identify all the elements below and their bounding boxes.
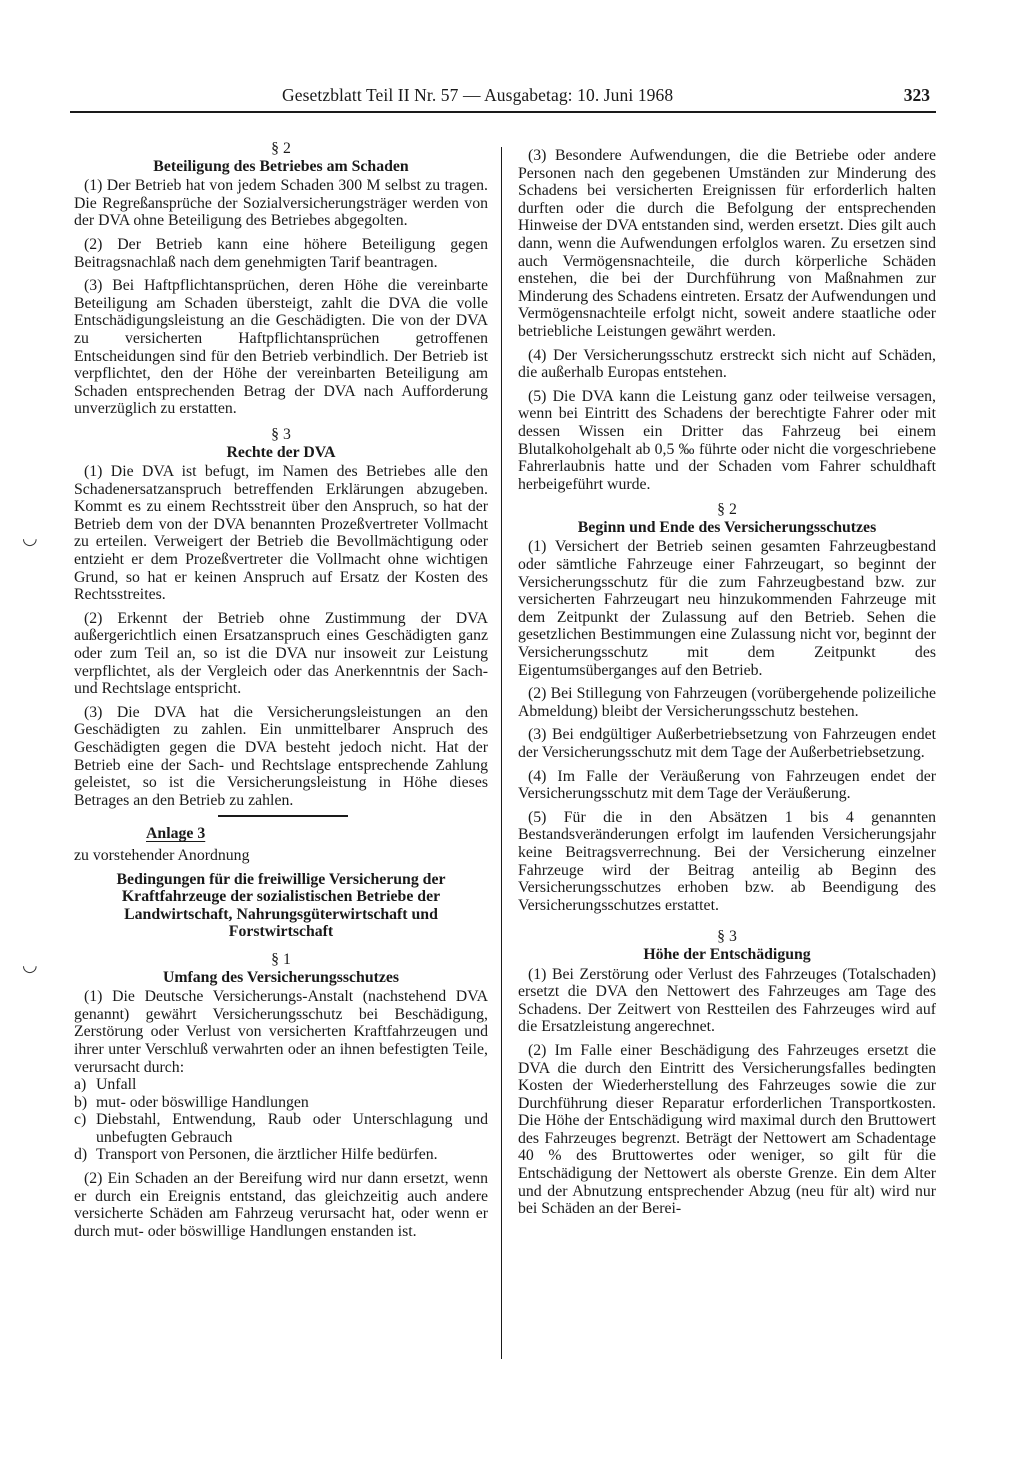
list-text: Transport von Personen, die ärztlicher Hilfe bedürfen.: [96, 1146, 438, 1164]
list-item: [74, 1146, 488, 1164]
paragraph: (3) Bei Haftpflichtansprüchen, deren Höhe die vereinbarte Beteiligung am Schaden übersteigt, zahlt die DVA die volle Entschädigungsleistung an die Geschädigten. Die von der DVA zu versicherten Haftpflichtansprüchen getroffenen Entscheidungen sind für den Betrieb verbindlich. Der Betrieb ist verpflichtet, den der Höhe der vereinbarten Beteiligung am Schaden entsprechenden Betrag der DVA nach Aufforderung unverzüglich zu erstatten.: [74, 277, 488, 418]
paragraph: (3) Besondere Aufwendungen, die die Betriebe oder andere Personen nach den gegebenen Umständen zur Minderung des Schadens bei versicherten Ereignissen für erforderlich halten durften oder die durch die Befolgung der entsprechenden Hinweise der DVA entstanden sind, werden ersetzt. Dies gilt auch dann, wenn die Aufwendungen erfolglos waren. Zu ersetzen sind auch Vermögensnachteile, die durch körperliche Schäden enstehen, die bei der Durchführung von Maßnahmen zur Minderung des Schadens eintreten. Ersatz der Aufwendungen und Vermögensnachteile erfolgt nicht, soweit andere staatliche oder betriebliche Leistungen gewährt werden.: [518, 147, 936, 340]
list-item: [74, 1111, 488, 1146]
paragraph: (3) Die DVA hat die Versicherungsleistungen an den Geschädigten zu zahlen. Ein unmittelbarer Anspruch des Geschädigten gegen die DVA besteht jedoch nicht. Hat der Betrieb eine der Sach- und Rechtslage entsprechende Zahlung geleistet, so ist die Versicherungsleistung in Höhe dieses Betrages an den Betrieb zu zahlen.: [74, 703, 488, 809]
paragraph: (1) Die DVA ist befugt, im Namen des Betriebes alle den Schadenersatzanspruch betreffenden Erklärungen abzugeben. Kommt es zu einem Rechtsstreit über den Anspruch, so hat der Betrieb dem von der DVA benannten Prozeßvertreter Vollmacht zu erteilen. Verweigert der Betrieb die Bevollmächtigung oder entzieht er dem Prozeßvertreter die Vollmacht ohne wichtigen Grund, so hat er keinen Anspruch auf Ersatz der Kosten des Rechtsstreites.: [74, 463, 488, 604]
header-title: Gesetzblatt Teil II Nr. 57 — Ausgabetag: 10. Juni 1968: [282, 85, 674, 105]
right-column: [518, 147, 936, 1224]
paragraph: (3) Bei endgültiger Außerbetriebsetzung von Fahrzeugen endet der Versicherungsschutz mit dem Tage der Außerbetriebsetzung.: [518, 726, 936, 761]
annex-subtitle: zu vorstehender Anordnung: [74, 846, 250, 864]
list-text: Unfall: [96, 1076, 137, 1094]
section-number: § 3: [717, 928, 737, 946]
paragraph: (2) Ein Schaden an der Bereifung wird nur dann ersetzt, wenn er durch ein Ereignis entstand, das gleichzeitig auch andere versicherte Schäden am Fahrzeug verursacht hat, oder wenn er durch mut- oder böswillige Handlungen enstanden ist.: [74, 1170, 488, 1240]
page-number: 323: [903, 85, 930, 105]
paragraph: (4) Im Falle der Veräußerung von Fahrzeugen endet der Versicherungsschutz mit dem Tage der Veräußerung.: [518, 767, 936, 803]
section-number: § 3: [271, 425, 291, 443]
annex-label: Anlage 3: [146, 825, 206, 843]
section-title: Rechte der DVA: [226, 443, 336, 461]
paragraph: (1) Die Deutsche Versicherungs-Anstalt (nachstehend DVA genannt) gewährt Versicherungsschutz bei Beschädigung, Zerstörung oder Verlust von versicherten Kraftfahrzeugen und ihrer unter Verschluß verwahrten oder an ihnen befestigten Teile, verursacht durch:: [74, 988, 488, 1076]
list-text: Diebstahl, Entwendung, Raub oder Unterschlagung und unbefugten Gebrauch: [96, 1111, 488, 1146]
section-number: § 2: [271, 140, 291, 157]
damage-cause-list: [74, 1076, 488, 1164]
paragraph: (1) Der Betrieb hat von jedem Schaden 300 M selbst zu tragen. Die Regreßansprüche der Sozialversicherungsträger werden von der DVA ohne Beteiligung des Betriebes abgegolten.: [74, 177, 488, 230]
paragraph: (1) Bei Zerstörung oder Verlust des Fahrzeuges (Totalschaden) ersetzt die DVA den Nettowert des Fahrzeuges am Tage des Schadens. Der Zeitwert von Restteilen des Fahrzeuges wird auf die Ersatzleistung angerechnet.: [518, 965, 936, 1036]
paragraph: (2) Im Falle einer Beschädigung des Fahrzeuges ersetzt die DVA die durch den Eintritt des Versicherungsfalles bedingten Kosten der Wiederherstellung des Fahrzeuges sowie die zur Durchführung dieser Reparatur erforderlichen Transportkosten. Die Höhe der Entschädigung wird maximal durch den Bruttowert des Fahrzeuges begrenzt. Beträgt der Nettowert am Schadentage 40 % des Bruttowertes oder weniger, so gilt für die Entschädigung der Nettowert als oberste Grenze. Ein dem Alter und der Abnutzung entsprechender Abzug (neu für alt) wird nur bei Schäden an der Berei-: [518, 1041, 936, 1218]
list-item: [74, 1094, 488, 1112]
section-title: Höhe der Entschädigung: [643, 945, 811, 963]
margin-mark: ◡: [22, 528, 38, 548]
left-column: [74, 140, 488, 1246]
list-label: a): [74, 1076, 87, 1094]
column-divider: [501, 147, 502, 1359]
section-title: Beteiligung des Betriebes am Schaden: [153, 157, 409, 175]
section-number: § 2: [717, 501, 737, 519]
section-title: Beginn und Ende des Versicherungsschutzes: [577, 518, 877, 536]
paragraph: (5) Die DVA kann die Leistung ganz oder teilweise versagen, wenn bei Eintritt des Schadens der berechtigte Fahrer oder mit dessen Wissen ein Dritter das Fahrzeug bei einem Blutalkoholgehalt ab 0,5 ‰ führte oder nicht die vorgeschriebene Fahrerlaubnis hatte und der Schaden vom Fahrer schuldhaft herbeigeführt wurde.: [518, 387, 936, 493]
list-item: [74, 1076, 488, 1094]
divider-rule: [218, 815, 348, 817]
section-title: Umfang des Versicherungsschutzes: [162, 968, 400, 986]
margin-mark: ◡: [22, 955, 38, 975]
section-number: § 1: [271, 950, 291, 968]
paragraph: (2) Bei Stillegung von Fahrzeugen (vorübergehende polizeiliche Abmeldung) bleibt der Versicherungsschutz bestehen.: [518, 685, 936, 720]
paragraph: (1) Versichert der Betrieb seinen gesamten Fahrzeugbestand oder sämtliche Fahrzeuge einer Fahrzeugart, so beginnt der Versicherungsschutz für die zum Fahrzeugbestand bzw. zur versicherten Fahrzeugart neu hinzukommenden Fahrzeuge mit dem Zeitpunkt der Zulassung auf den Betrieb. Sehen die gesetzlichen Bestimmungen eine Zulassung nicht vor, beginnt der Versicherungsschutz mit dem Zeitpunkt des Eigentumsüberganges auf den Betrieb.: [518, 538, 936, 679]
conditions-title: Bedingungen für die freiwillige Versicherung der Kraftfahrzeuge der sozialistischen Betriebe der Landwirtschaft, Nahrungsgüterwirtschaft und Forstwirtschaft: [116, 870, 446, 941]
list-label: c): [74, 1111, 87, 1129]
paragraph: (4) Der Versicherungsschutz erstreckt sich nicht auf Schäden, die außerhalb Europas entstehen.: [518, 346, 936, 382]
paragraph: (5) Für die in den Absätzen 1 bis 4 genannten Bestandsveränderungen erfolgt im laufenden Versicherungsjahr keine Beitragsverrechnung. Bei der Versicherung einzelner Fahrzeuge wird der Beitrag anteilig ab Beginn des Versicherungsschutzes erhoben bzw. ab Beendigung des Versicherungsschutzes erstattet.: [518, 808, 936, 914]
page-header: [70, 85, 936, 113]
list-label: d): [74, 1146, 88, 1164]
list-text: mut- oder böswillige Handlungen: [96, 1093, 309, 1111]
list-label: b): [74, 1093, 88, 1111]
paragraph: (2) Erkennt der Betrieb ohne Zustimmung der DVA außergerichtlich einen Ersatzanspruch eines Geschädigten ganz oder zum Teil an, so ist die DVA nur insoweit zur Leistung verpflichtet, als der Vergleich oder das Anerkenntnis der Sach- und Rechtslage entspricht.: [74, 609, 488, 698]
paragraph: (2) Der Betrieb kann eine höhere Beteiligung gegen Beitragsnachlaß nach dem genehmigten Tarif beantragen.: [74, 235, 488, 271]
